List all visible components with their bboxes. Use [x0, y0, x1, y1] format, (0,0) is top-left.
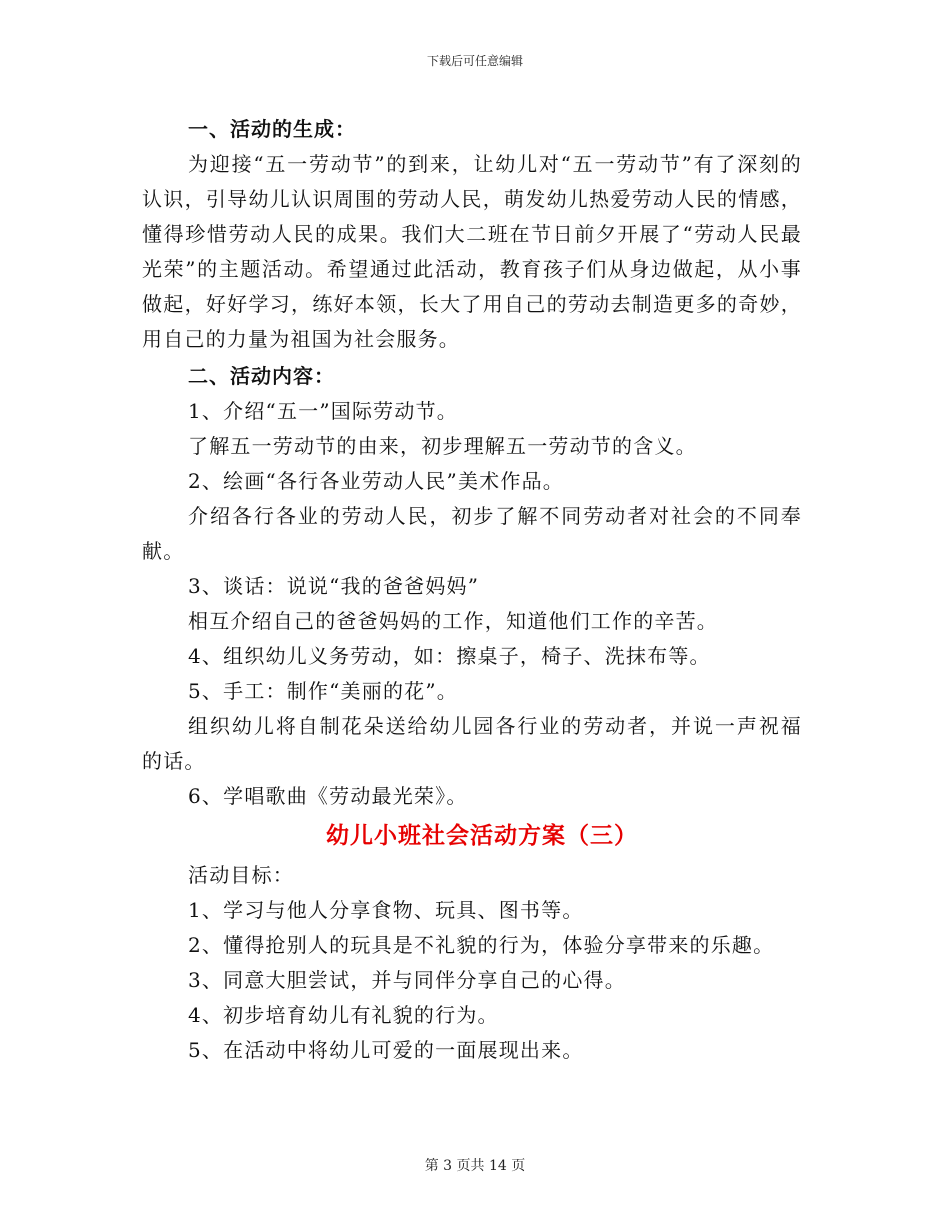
page-header-note: 下载后可任意编辑: [426, 54, 523, 68]
content-item: 5、手工：制作“美丽的花”。: [188, 679, 458, 703]
content-item: 相互介绍自己的爸爸妈妈的工作，知道他们工作的辛苦。: [188, 609, 718, 633]
content-item: 了解五一劳动节的由来，初步理解五一劳动节的含义。: [188, 434, 697, 458]
content-item: 6、学唱歌曲《劳动最光荣》。: [188, 784, 468, 808]
content-item: 2、绘画“各行各业劳动人民”美术作品。: [188, 469, 564, 493]
content-item: 组织幼儿将自制花朵送给幼儿园各行业的劳动者，并说一声祝福的话。: [142, 714, 802, 773]
goal-item: 2、懂得抢别人的玩具是不礼貌的行为，体验分享带来的乐趣。: [188, 933, 775, 957]
section-title-plan-three: 幼儿小班社会活动方案（三）: [326, 823, 638, 849]
content-item: 1、介绍“五一”国际劳动节。: [188, 399, 458, 423]
goal-item: 5、在活动中将幼儿可爱的一面展现出来。: [188, 1038, 584, 1062]
section-heading-content: 二、活动内容：: [188, 364, 335, 388]
goals-label: 活动目标：: [188, 863, 294, 887]
content-item: 4、组织幼儿义务劳动，如：擦桌子，椅子、洗抹布等。: [188, 644, 711, 668]
content-item: 介绍各行各业的劳动人民，初步了解不同劳动者对社会的不同奉献。: [142, 504, 802, 563]
page-number-footer: 第 3 页共 14 页: [424, 1158, 526, 1174]
section-heading-generation: 一、活动的生成：: [188, 117, 356, 141]
content-item: 3、谈话：说说“我的爸爸妈妈”: [188, 574, 480, 598]
goal-item: 4、初步培育幼儿有礼貌的行为。: [188, 1003, 499, 1027]
generation-paragraph: 为迎接“五一劳动节”的到来，让幼儿对“五一劳动节”有了深刻的认识，引导幼儿认识周围的劳动人民，萌发幼儿热爱劳动人民的情感，懂得珍惜劳动人民的成果。我们大二班在节日前夕开展了“劳动人民最光荣”的主题活动。希望通过此活动，教育孩子们从身边做起，从小事做起，好好学习，练好本领，长大了用自己的劳动去制造更多的奇妙，用自己的力量为祖国为社会服务。: [142, 152, 802, 351]
document-body: [142, 112, 802, 1068]
goal-item: 3、同意大胆尝试，并与同伴分享自己的心得。: [188, 968, 626, 992]
goal-item: 1、学习与他人分享食物、玩具、图书等。: [188, 898, 584, 922]
